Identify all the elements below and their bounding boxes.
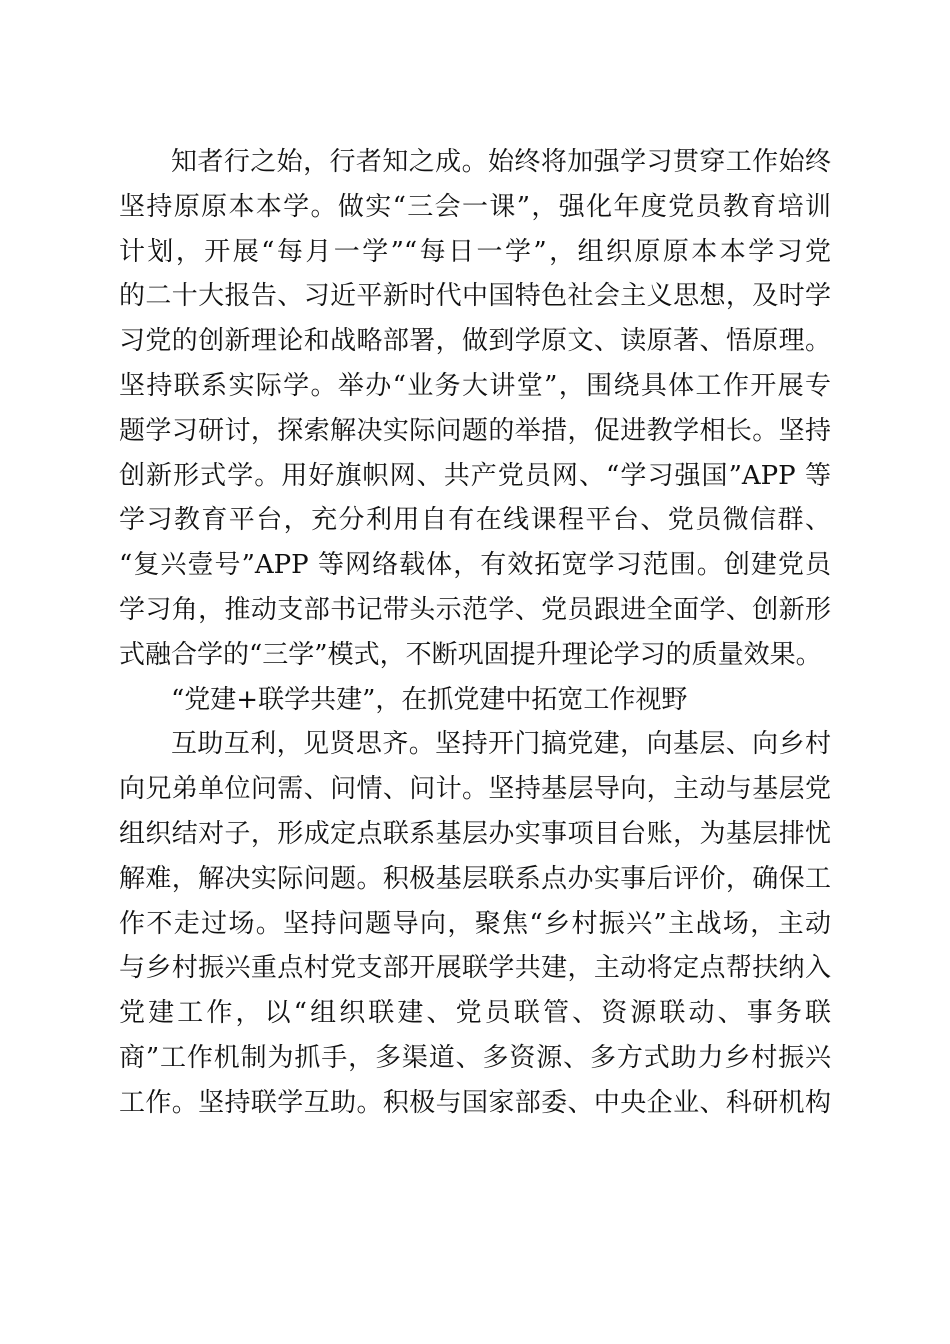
text-line: 商”工作机制为抓手，多渠道、多资源、多方式助力乡村振兴 (119, 1042, 831, 1073)
text-line: 题学习研讨，探索解决实际问题的举措，促进教学相长。坚持 (119, 415, 831, 446)
text-line: “复兴壹号”APP 等网络载体，有效拓宽学习范围。创建党员 (119, 550, 831, 581)
text-line: 与乡村振兴重点村党支部开展联学共建，主动将定点帮扶纳入 (119, 953, 831, 984)
text-line: 坚持原原本本学。做实“三会一课”，强化年度党员教育培训 (119, 191, 831, 222)
text-line: 向兄弟单位问需、问情、问计。坚持基层导向，主动与基层党 (119, 774, 831, 805)
text-line: 的二十大报告、习近平新时代中国特色社会主义思想，及时学 (119, 281, 831, 312)
text-line: 计划，开展“每月一学”“每日一学”，组织原原本本学习党 (119, 236, 831, 267)
text-line: 作不走过场。坚持问题导向，聚焦“乡村振兴”主战场，主动 (119, 908, 831, 939)
text-line: 习党的创新理论和战略部署，做到学原文、读原著、悟原理。 (119, 326, 831, 357)
text-line: 学习教育平台，充分利用自有在线课程平台、党员微信群、 (119, 505, 831, 536)
text-line: 解难，解决实际问题。积极基层联系点办实事后评价，确保工 (119, 863, 831, 894)
text-line: 互助互利，见贤思齐。坚持开门搞党建，向基层、向乡村 (171, 729, 831, 760)
text-line: 坚持联系实际学。举办“业务大讲堂”，围绕具体工作开展专 (119, 370, 831, 401)
text-line: 党建工作，以“组织联建、党员联管、资源联动、事务联 (119, 998, 831, 1029)
text-line: 创新形式学。用好旗帜网、共产党员网、“学习强国”APP 等 (119, 460, 831, 491)
text-line: 组织结对子，形成定点联系基层办实事项目台账，为基层排忧 (119, 818, 831, 849)
text-line: 知者行之始，行者知之成。始终将加强学习贯穿工作始终 (171, 147, 831, 177)
document-body (119, 140, 831, 1126)
text-line: 学习角，推动支部书记带头示范学、党员跟进全面学、创新形 (119, 594, 831, 625)
section-heading: “党建+联学共建”，在抓党建中拓宽工作视野 (171, 684, 688, 715)
text-line: 工作。坚持联学互助。积极与国家部委、中央企业、科研机构 (119, 1087, 831, 1118)
text-line: 式融合学的“三学”模式，不断巩固提升理论学习的质量效果。 (119, 639, 822, 670)
